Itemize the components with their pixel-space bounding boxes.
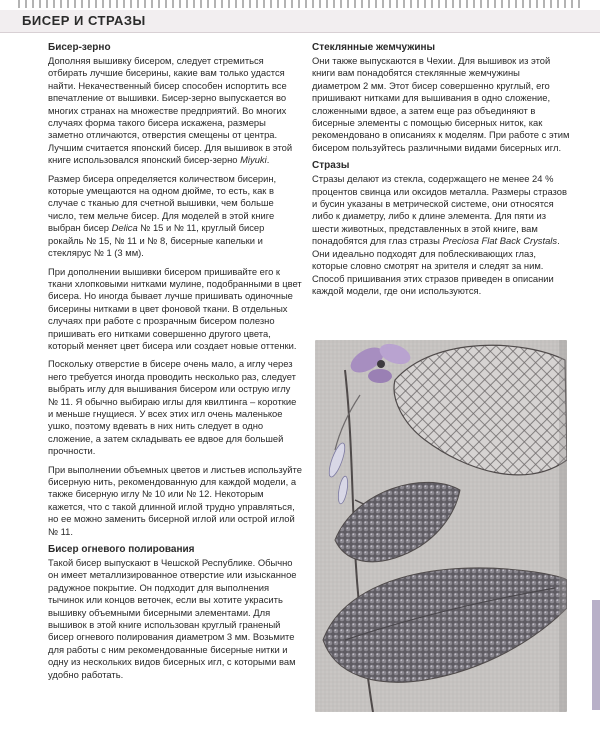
paragraph-volume-elements: При выполнении объемных цветов и листьев используйте бисерную нить, рекомендованную для каждой модели, а также бисерную иглу № 10 или № 12. Некоторым кажется, что с такой длинной иглой трудно управляться, но ее можно заменить бисерной иглой или острой иглой № 11. bbox=[48, 463, 302, 537]
heading-glass-pearls: Стеклянные жемчужины bbox=[312, 42, 436, 53]
spiral-binding bbox=[18, 0, 582, 8]
right-column bbox=[312, 42, 570, 303]
heading-fire-polished: Бисер огневого полирования bbox=[48, 544, 195, 556]
page-title: БИСЕР И СТРАЗЫ bbox=[22, 13, 146, 28]
paragraph-fire-polished: Такой бисер выпускают в Чешской Республике. Обычно он имеет металлизированное отверстие или изысканное радужное покрытие. Он подходит для выполнения тычинок или концов веточек, если вы хотите украсить вышивку объемными бисерными элементами. Для вышивок в этой книге использован круглый граненый бисер огневого полирования диаметром 3 мм. Возьмите для работы с ним рекомендованные бисерные нитки и одну из нескольких видов бисерных игл, с которыми вам удобно работать. bbox=[48, 557, 297, 680]
paragraph-thread-color: При дополнении вышивки бисером пришивайте его к ткани хлопковыми нитками мулине, подобранными в цвет бисера. Но иногда бывает лучше пришивать одиночные бисерины нитками в цвет фоновой ткани. В отдельных случаях при работе с прозрачным бисером полезно пришивать его нитками совершенно другого цвета, который меняет цвет бисера или создает новые оттенки. bbox=[48, 265, 302, 351]
page-edge-tab bbox=[592, 600, 600, 710]
heading-rhinestones: Стразы bbox=[312, 160, 350, 172]
embroidery-illustration bbox=[315, 340, 567, 712]
left-column bbox=[48, 42, 302, 687]
paragraph-glass-pearls: Они также выпускаются в Чехии. Для вышивок из этой книги вам понадобятся стеклянные жемчужины диаметром 2 мм. Этот бисер совершенно круглый, его пришивают нитками для вышивания в одно сложение, сложенными вдвое, а затем еще раз объединяют в бисерные элементы с помощью бисерных ниток, как рекомендовано в описаниях к моделям. При работе с этим бисером пользуйтесь различными видами бисерных игл. bbox=[312, 55, 570, 153]
paragraph-bead-size: Размер бисера определяется количеством бисерин, которые умещаются на одном дюйме, то есть, как в случае с тканью для счетной вышивки, чем больше число, тем мельче бисер. Для моделей в этой книге выбран бисер Delica № 15 и № 11, круглый бисер рокайль № 15, № 11 и № 8, бисерные капельки и стеклярус № 1 (3 мм). bbox=[48, 172, 277, 259]
heading-seed-beads: Бисер-зерно bbox=[48, 42, 111, 53]
paragraph-rhinestones: Стразы делают из стекла, содержащего не менее 24 % процентов свинца или оксидов металла. Размеры стразов и бусин указаны в метрической системе, они относятся либо к диаметру, либо к длине элемента. Для пяти из шести животных, представленных в этой книге, вам понадобятся для глаз стразы Preciosa Flat Back Crystals. Они идеально подходят для поблескивающих глаз, которые словно смотрят на зрителя и следят за ним. Способ пришивания этих стразов приведен в описании каждой модели, где они используются. bbox=[312, 173, 567, 296]
paragraph-needles: Поскольку отверстие в бисере очень мало, а иглу через него требуется иногда проводить несколько раз, следует выбрать иглу для вышивания бисером или острую иглу № 11. Я обычно выбираю иглы для квилтинга – короткие и меньше гнущиеся. У всех этих игл очень маленькое ушко, поэтому вдевать в них нить следует в одно сложение, а затем складывать ее вдвое для большей прочности. bbox=[48, 358, 297, 457]
paragraph-seed-beads-intro: Дополняя вышивку бисером, следует стремиться отбирать лучшие бисерины, какие вам только удастся найти. Некачественный бисер способен испортить все впечатление от вышивки. Бисер-зерно выпускается во многих странах на множестве предприятий. Во многих случаях форма такого бисера искажена, размеры заметно отличаются, отверстия смещены от центра. Лучшим считается японский бисер. Для вышивок в этой книге использовался японский бисер-зерно Miyuki. bbox=[48, 55, 293, 166]
embroidery-photo bbox=[315, 340, 567, 712]
